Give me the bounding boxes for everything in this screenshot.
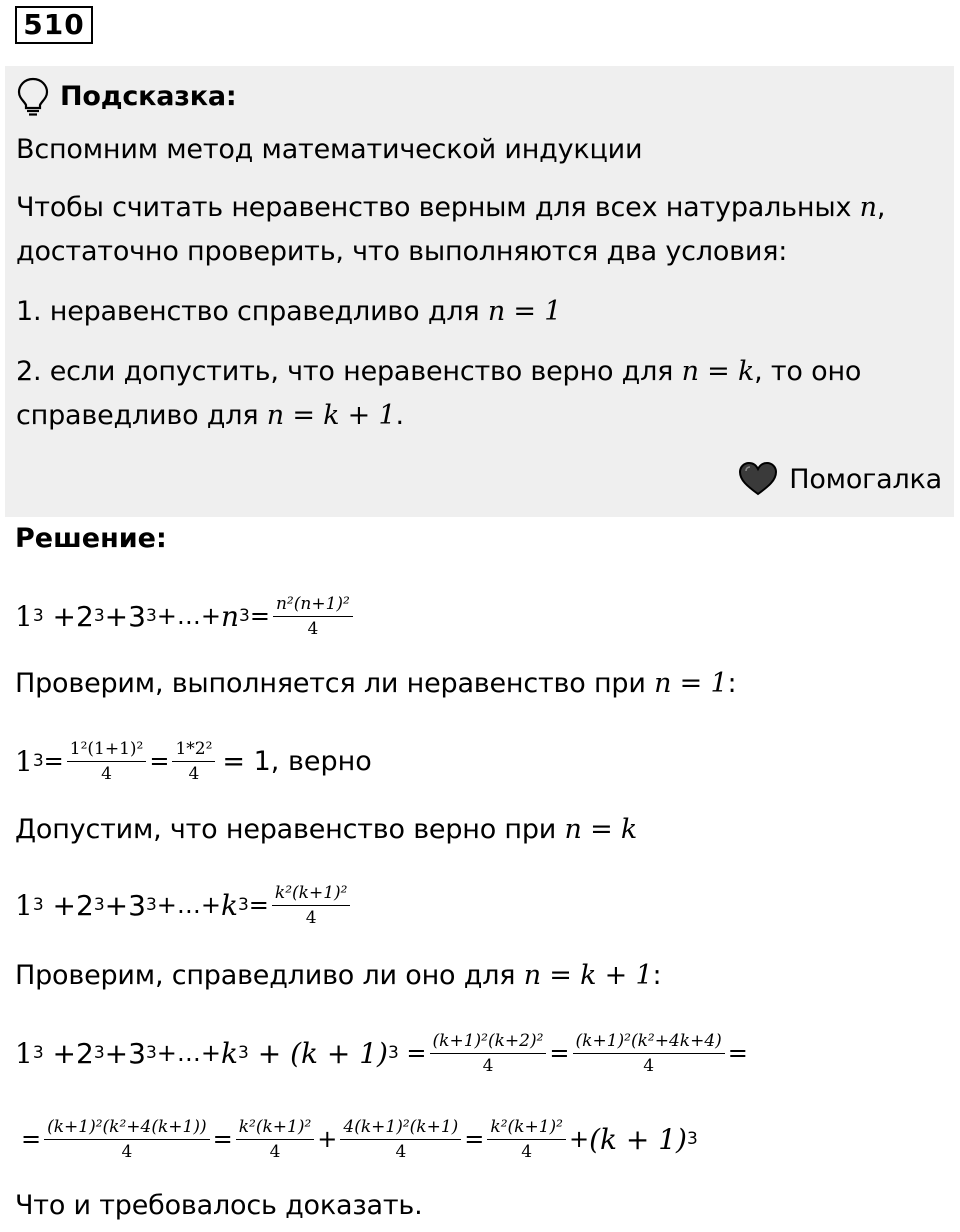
hint-line-4-math: n = 1: [487, 296, 562, 327]
hint-line-6-text: справедливо для: [16, 400, 267, 431]
eq3-equals: =: [248, 891, 269, 919]
solution-title: Решение:: [15, 523, 167, 554]
text-check-1-a: Проверим, выполняется ли неравенство при: [15, 668, 655, 699]
eq5-f1-num: (k+1)²(k²+4(k+1)): [44, 1115, 210, 1140]
eq4-t2-exp: 3: [93, 1043, 105, 1063]
eq4-var-exp: 3: [237, 1043, 249, 1063]
eq5-f4-den: 4: [521, 1141, 533, 1162]
eq4-f1-num: (k+1)²(k+2)²: [430, 1029, 547, 1054]
eq1-equals: =: [249, 602, 270, 630]
eq1-t3-exp: 3: [145, 606, 157, 626]
hint-line-4-text: 1. неравенство справедливо для: [16, 296, 488, 327]
eq4-var: k: [221, 1036, 238, 1070]
text-check-1: [15, 668, 736, 699]
hint-line-5-end: , то оно: [754, 356, 862, 387]
equation-4: [15, 1022, 748, 1084]
equation-5: [15, 1108, 698, 1170]
eq4-fraction-1: [430, 1029, 547, 1078]
eq4-f2-num: (k+1)²(k²+4k+4): [573, 1029, 725, 1054]
eq1-t2-exp: 3: [93, 606, 105, 626]
eq4-t2: +2: [43, 1036, 94, 1070]
eq5-f4-num: k²(k+1)²: [487, 1115, 566, 1140]
eq5-equals-0: =: [21, 1125, 42, 1153]
hint-line-5: [16, 356, 861, 387]
equation-3: [15, 874, 353, 936]
eq1-var-exp: 3: [239, 606, 250, 626]
eq2-f2-num: 1*2²: [172, 737, 215, 762]
brand-row[interactable]: [737, 461, 942, 497]
hint-line-6-end: .: [395, 400, 404, 431]
eq4-equals-1: =: [398, 1039, 427, 1067]
hint-header: [16, 76, 237, 116]
eq4-t3-exp: 3: [145, 1043, 157, 1063]
eq1-t2: +2: [43, 599, 94, 633]
hint-box: [5, 66, 954, 517]
hint-line-2-text: Чтобы считать неравенство верным для всех натуральных: [16, 192, 860, 223]
text-check-2-b: :: [652, 960, 662, 991]
eq3-t1: 1: [15, 888, 33, 922]
eq2-f1-den: 4: [101, 763, 112, 784]
eq1-t3: +3: [104, 599, 146, 633]
eq1-dots: +…+: [156, 602, 221, 630]
text-assume-math: n = k: [564, 814, 638, 845]
text-assume-a: Допустим, что неравенство верно при: [15, 814, 565, 845]
eq5-f2-num: k²(k+1)²: [236, 1115, 315, 1140]
eq5-fraction-1: [44, 1115, 210, 1164]
eq2-f2-den: 4: [188, 763, 200, 784]
eq2-f1-num: 1²(1+1)²: [67, 737, 147, 762]
eq2-tail: = 1, верно: [222, 745, 372, 777]
eq5-f1-den: 4: [121, 1141, 133, 1162]
text-check-2-math: n = k + 1: [523, 960, 653, 991]
eq4-equals-3: =: [727, 1039, 748, 1067]
lightbulb-icon: [16, 76, 50, 116]
conclusion: Что и требовалось доказать.: [15, 1190, 423, 1221]
eq4-paren-exp: 3: [387, 1043, 399, 1063]
hint-line-4: [16, 296, 561, 327]
brand-name[interactable]: Помогалка: [789, 463, 942, 495]
hint-line-5-math: n = k: [681, 356, 755, 387]
eq3-num: k²(k+1)²: [272, 881, 351, 906]
hint-line-1: Вспомним метод математической индукции: [16, 134, 643, 165]
task-number: 510: [15, 6, 93, 44]
text-assume: [15, 814, 637, 845]
eq4-t1-exp: 3: [32, 1043, 44, 1063]
eq5-f3-num: 4(k+1)²(k+1): [340, 1115, 461, 1140]
eq3-var-exp: 3: [237, 895, 249, 915]
equation-1: [15, 585, 356, 647]
eq4-t3: +3: [104, 1036, 146, 1070]
equation-2: [15, 730, 372, 792]
hint-line-6-math: n = k + 1: [266, 400, 396, 431]
eq3-t3: +3: [104, 888, 146, 922]
eq5-equals-2: =: [464, 1125, 485, 1153]
eq1-t1-exp: 3: [32, 606, 44, 626]
text-check-1-b: :: [727, 668, 737, 699]
eq5-equals-1: =: [212, 1125, 233, 1153]
eq4-equals-2: =: [549, 1039, 570, 1067]
eq4-fraction-2: [573, 1029, 725, 1078]
eq1-var: n: [221, 599, 240, 633]
eq5-fraction-3: [340, 1115, 461, 1164]
hint-line-3: достаточно проверить, что выполняются два условия:: [16, 236, 788, 267]
eq4-t1: 1: [15, 1036, 33, 1070]
eq5-fraction-2: [236, 1115, 315, 1164]
eq5-f2-den: 4: [269, 1141, 281, 1162]
eq4-dots: +…+: [156, 1039, 221, 1067]
eq5-f3-den: 4: [395, 1141, 407, 1162]
eq3-var: k: [221, 888, 238, 922]
eq4-plus: +: [248, 1036, 291, 1070]
hint-line-2-var: n: [859, 192, 877, 223]
hint-line-2: [16, 192, 885, 223]
text-check-1-math: n = 1: [654, 668, 728, 699]
text-check-2-a: Проверим, справедливо ли оно для: [15, 960, 524, 991]
eq5-plus-2: +: [568, 1125, 590, 1153]
eq3-t1-exp: 3: [32, 895, 44, 915]
text-check-2: [15, 960, 661, 991]
eq3-fraction: [272, 881, 351, 930]
eq5-tail-exp: 3: [686, 1129, 698, 1149]
eq3-t2: +2: [43, 888, 94, 922]
eq3-t2-exp: 3: [93, 895, 105, 915]
eq3-den: 4: [305, 907, 317, 928]
eq1-fraction: [273, 592, 353, 641]
eq4-f1-den: 4: [482, 1055, 494, 1076]
eq4-f2-den: 4: [643, 1055, 655, 1076]
hint-line-2-end: ,: [876, 192, 886, 223]
eq3-dots: +…+: [156, 891, 221, 919]
hint-title: Подсказка:: [60, 80, 237, 112]
eq2-fraction-1: [67, 737, 147, 786]
hint-line-5-text: 2. если допустить, что неравенство верно для: [16, 356, 682, 387]
eq2-lhs: 1: [15, 744, 33, 778]
eq2-fraction-2: [172, 737, 215, 786]
heart-icon: [737, 461, 779, 497]
eq2-equals-1: =: [43, 747, 64, 775]
eq2-equals-2: =: [149, 747, 170, 775]
hint-line-6: [16, 400, 404, 431]
eq1-num: n²(n+1)²: [273, 592, 353, 617]
eq3-t3-exp: 3: [145, 895, 157, 915]
eq5-tail: (k + 1): [589, 1122, 687, 1156]
eq4-paren: (k + 1): [290, 1036, 388, 1070]
eq5-fraction-4: [487, 1115, 566, 1164]
eq5-plus-1: +: [317, 1125, 338, 1153]
eq2-lhs-exp: 3: [32, 751, 44, 771]
eq1-t1: 1: [15, 599, 33, 633]
eq1-den: 4: [307, 618, 319, 639]
